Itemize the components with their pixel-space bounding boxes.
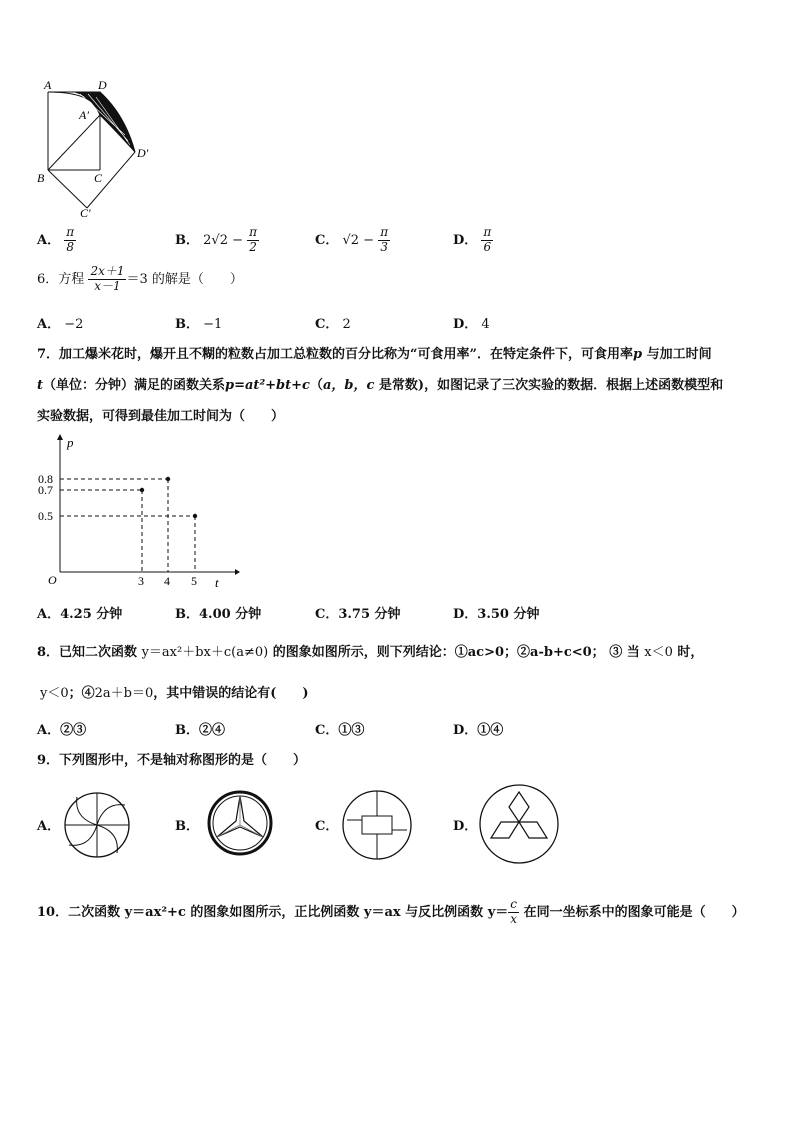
option-letter: C． bbox=[315, 607, 339, 622]
q7-text: （ bbox=[309, 378, 323, 393]
q10-stem bbox=[37, 898, 745, 927]
option-letter: D． bbox=[453, 317, 478, 332]
q5-option-b[interactable] bbox=[175, 226, 259, 255]
option-letter: A． bbox=[37, 607, 61, 622]
three-diamond-figure bbox=[477, 782, 561, 866]
q5-label-A: A bbox=[44, 78, 52, 92]
q8-text: ，其中错误的结论有( ) bbox=[153, 686, 309, 701]
q6-stem bbox=[37, 265, 243, 294]
q10-text: 的图象如图所示，正比例函数 bbox=[185, 904, 364, 920]
q10-text: 在同一坐标系中的图象可能是（ ） bbox=[519, 904, 745, 920]
q6-post: 的解是（ ） bbox=[151, 271, 243, 287]
q9-number: 9． bbox=[37, 753, 60, 768]
fraction: $\frac{\pi}{8}$ bbox=[66, 225, 75, 254]
q5-option-d[interactable] bbox=[453, 226, 493, 255]
q7-option-d[interactable] bbox=[453, 603, 539, 622]
x-tick-label: 5 bbox=[191, 574, 197, 588]
option-value: −1 bbox=[203, 317, 223, 332]
q5-geometry-figure bbox=[30, 75, 160, 220]
q8-option-d[interactable] bbox=[453, 719, 503, 738]
q8-line2 bbox=[40, 682, 309, 701]
option-value: 4 bbox=[481, 317, 490, 332]
q7-number: 7． bbox=[37, 347, 60, 362]
q10-formula: y＝ bbox=[487, 904, 509, 920]
q8-line1 bbox=[37, 641, 703, 660]
option-value: 4.25 分钟 bbox=[60, 607, 123, 622]
q9-figure-a bbox=[62, 785, 132, 865]
option-letter: A． bbox=[37, 723, 61, 738]
q7-text: （单位：分钟）满足的函数关系 bbox=[43, 378, 226, 393]
option-letter: C． bbox=[315, 723, 339, 738]
q8-option-b[interactable] bbox=[175, 719, 225, 738]
q8-conclusion-1: ①ac>0； bbox=[454, 645, 518, 660]
option-letter: D． bbox=[453, 607, 478, 622]
option-letter: D． bbox=[453, 819, 478, 834]
pinwheel-figure bbox=[62, 785, 132, 865]
q7-var-p: p bbox=[633, 347, 643, 362]
q9-figure-d bbox=[477, 782, 561, 866]
q5-shaded-region bbox=[75, 92, 135, 152]
option-letter: A． bbox=[37, 317, 61, 332]
q8-conclusion-4: ；④ bbox=[68, 686, 95, 701]
q7-line2 bbox=[37, 374, 723, 393]
q10-formula: y＝ax²+c bbox=[124, 904, 186, 920]
q8-text: 的图象如图所示，则下列结论： bbox=[268, 645, 455, 660]
q7-line1 bbox=[37, 343, 712, 362]
q9-option-c[interactable] bbox=[315, 815, 338, 834]
q10-text: 与反比例函数 bbox=[400, 904, 488, 920]
q10-text: 二次函数 bbox=[68, 904, 125, 920]
q8-formula: y＝ax²＋bx＋c(a≠0) bbox=[141, 645, 269, 660]
q8-number: 8． bbox=[37, 645, 60, 660]
q7-option-c[interactable] bbox=[315, 603, 401, 622]
q9-option-b[interactable] bbox=[175, 815, 199, 834]
option-value: ①④ bbox=[477, 723, 504, 738]
q5-option-c[interactable] bbox=[315, 226, 390, 255]
q9-option-a[interactable] bbox=[37, 815, 60, 834]
point-t3 bbox=[140, 488, 144, 492]
y-tick-label: 0.5 bbox=[38, 509, 53, 523]
q6-option-a[interactable] bbox=[37, 313, 83, 332]
x-axis-label: t bbox=[215, 575, 219, 590]
q7-vars: a，b，c bbox=[322, 378, 375, 393]
q5-label-B: B bbox=[37, 171, 45, 185]
option-prefix: 2√2 − bbox=[203, 232, 248, 248]
q10-fraction: $\frac{c}{x}$ bbox=[510, 897, 518, 926]
q5-label-D: D bbox=[98, 78, 107, 92]
q7-text: 与加工时间 bbox=[642, 347, 712, 362]
option-value: 3.75 分钟 bbox=[338, 607, 401, 622]
option-letter: B． bbox=[175, 232, 199, 248]
q7-line3 bbox=[37, 405, 284, 424]
q8-conclusion-2: ②a-b+c<0； bbox=[517, 645, 605, 660]
q6-pre: 方程 bbox=[58, 271, 85, 287]
q7-option-b[interactable] bbox=[175, 603, 261, 622]
option-letter: D． bbox=[453, 232, 478, 248]
q7-chart-svg bbox=[30, 432, 240, 592]
option-value: 3.50 分钟 bbox=[477, 607, 540, 622]
option-letter: B． bbox=[175, 819, 199, 834]
q5-label-Dprime: D′ bbox=[137, 146, 149, 160]
option-letter: C． bbox=[315, 819, 339, 834]
option-value: 4.00 分钟 bbox=[199, 607, 262, 622]
option-letter: D． bbox=[453, 723, 478, 738]
option-letter: B． bbox=[175, 723, 199, 738]
option-value: ②③ bbox=[60, 723, 87, 738]
q8-option-c[interactable] bbox=[315, 719, 364, 738]
q9-stem bbox=[37, 749, 306, 768]
q7-chart bbox=[30, 432, 240, 592]
three-point-star-figure bbox=[205, 788, 275, 858]
origin-label: O bbox=[48, 573, 57, 587]
q5-label-C: C bbox=[94, 171, 103, 185]
option-letter: B． bbox=[175, 607, 199, 622]
option-letter: C． bbox=[315, 232, 339, 248]
option-prefix: √2 − bbox=[342, 232, 379, 248]
point-t5 bbox=[193, 514, 197, 518]
q5-figure-svg bbox=[30, 75, 160, 220]
q8-text: 时， bbox=[672, 645, 704, 660]
option-letter: C． bbox=[315, 317, 339, 332]
q6-fraction: $\frac{2x+1}{x-1}$ bbox=[90, 264, 125, 293]
q7-text: 实验数据，可得到最佳加工时间为（ ） bbox=[37, 409, 285, 424]
option-value: −2 bbox=[64, 317, 84, 332]
q9-figure-b bbox=[205, 788, 275, 858]
q5-line-BA' bbox=[48, 115, 100, 170]
y-axis-arrow bbox=[57, 434, 63, 440]
fraction: $\frac{\pi}{2}$ bbox=[249, 225, 258, 254]
q6-option-c[interactable] bbox=[315, 313, 351, 332]
q8-conclusion-3: ③ 当 bbox=[609, 645, 645, 660]
box-in-circle-figure bbox=[340, 788, 414, 862]
option-letter: B． bbox=[175, 317, 199, 332]
q5-label-Aprime: A′ bbox=[79, 108, 89, 122]
x-tick-label: 4 bbox=[164, 574, 170, 588]
q8-condition: x＜0 bbox=[644, 645, 673, 660]
q10-formula: y＝ax bbox=[363, 904, 401, 920]
q7-text: 加工爆米花时，爆开且不糊的粒数占加工总粒数的百分比称为“可食用率”．在特定条件下，可食用率 bbox=[59, 347, 634, 362]
q6-number: 6． bbox=[37, 271, 59, 287]
q9-figure-c bbox=[340, 788, 414, 862]
option-value: 2 bbox=[342, 317, 351, 332]
q10-number: 10． bbox=[37, 904, 69, 920]
q5-line-BC' bbox=[48, 170, 87, 208]
option-letter: A． bbox=[37, 232, 61, 248]
q6-eq: ＝3 bbox=[126, 271, 148, 287]
q7-var-t: t bbox=[37, 378, 44, 393]
fraction: $\frac{\pi}{6}$ bbox=[483, 225, 492, 254]
option-value: ②④ bbox=[199, 723, 226, 738]
q8-text: y＜0 bbox=[40, 686, 69, 701]
q9-option-d[interactable] bbox=[453, 815, 477, 834]
option-value: ①③ bbox=[338, 723, 365, 738]
x-axis-arrow bbox=[235, 569, 240, 575]
y-tick-label: 0.8 bbox=[38, 472, 53, 486]
y-axis-label: p bbox=[67, 435, 74, 450]
q5-label-Cprime: C′ bbox=[80, 206, 91, 220]
q7-text: 是常数)，如图记录了三次实验的数据．根据上述函数模型和 bbox=[374, 378, 724, 393]
point-t4 bbox=[166, 477, 170, 481]
q9-text: 下列图形中，不是轴对称图形的是（ ） bbox=[59, 753, 307, 768]
q6-option-b[interactable] bbox=[175, 313, 222, 332]
fraction: $\frac{\pi}{3}$ bbox=[380, 225, 389, 254]
q7-formula: p=at²+bt+c bbox=[225, 378, 310, 393]
q5-option-a[interactable] bbox=[37, 226, 76, 255]
x-tick-label: 3 bbox=[138, 574, 144, 588]
q7-option-a[interactable] bbox=[37, 603, 122, 622]
option-letter: A． bbox=[37, 819, 61, 834]
y-tick-label: 0.7 bbox=[38, 483, 53, 497]
q8-option-a[interactable] bbox=[37, 719, 86, 738]
q8-formula: 2a＋b＝0 bbox=[94, 686, 154, 701]
q6-option-d[interactable] bbox=[453, 313, 490, 332]
q8-text: 已知二次函数 bbox=[59, 645, 142, 660]
